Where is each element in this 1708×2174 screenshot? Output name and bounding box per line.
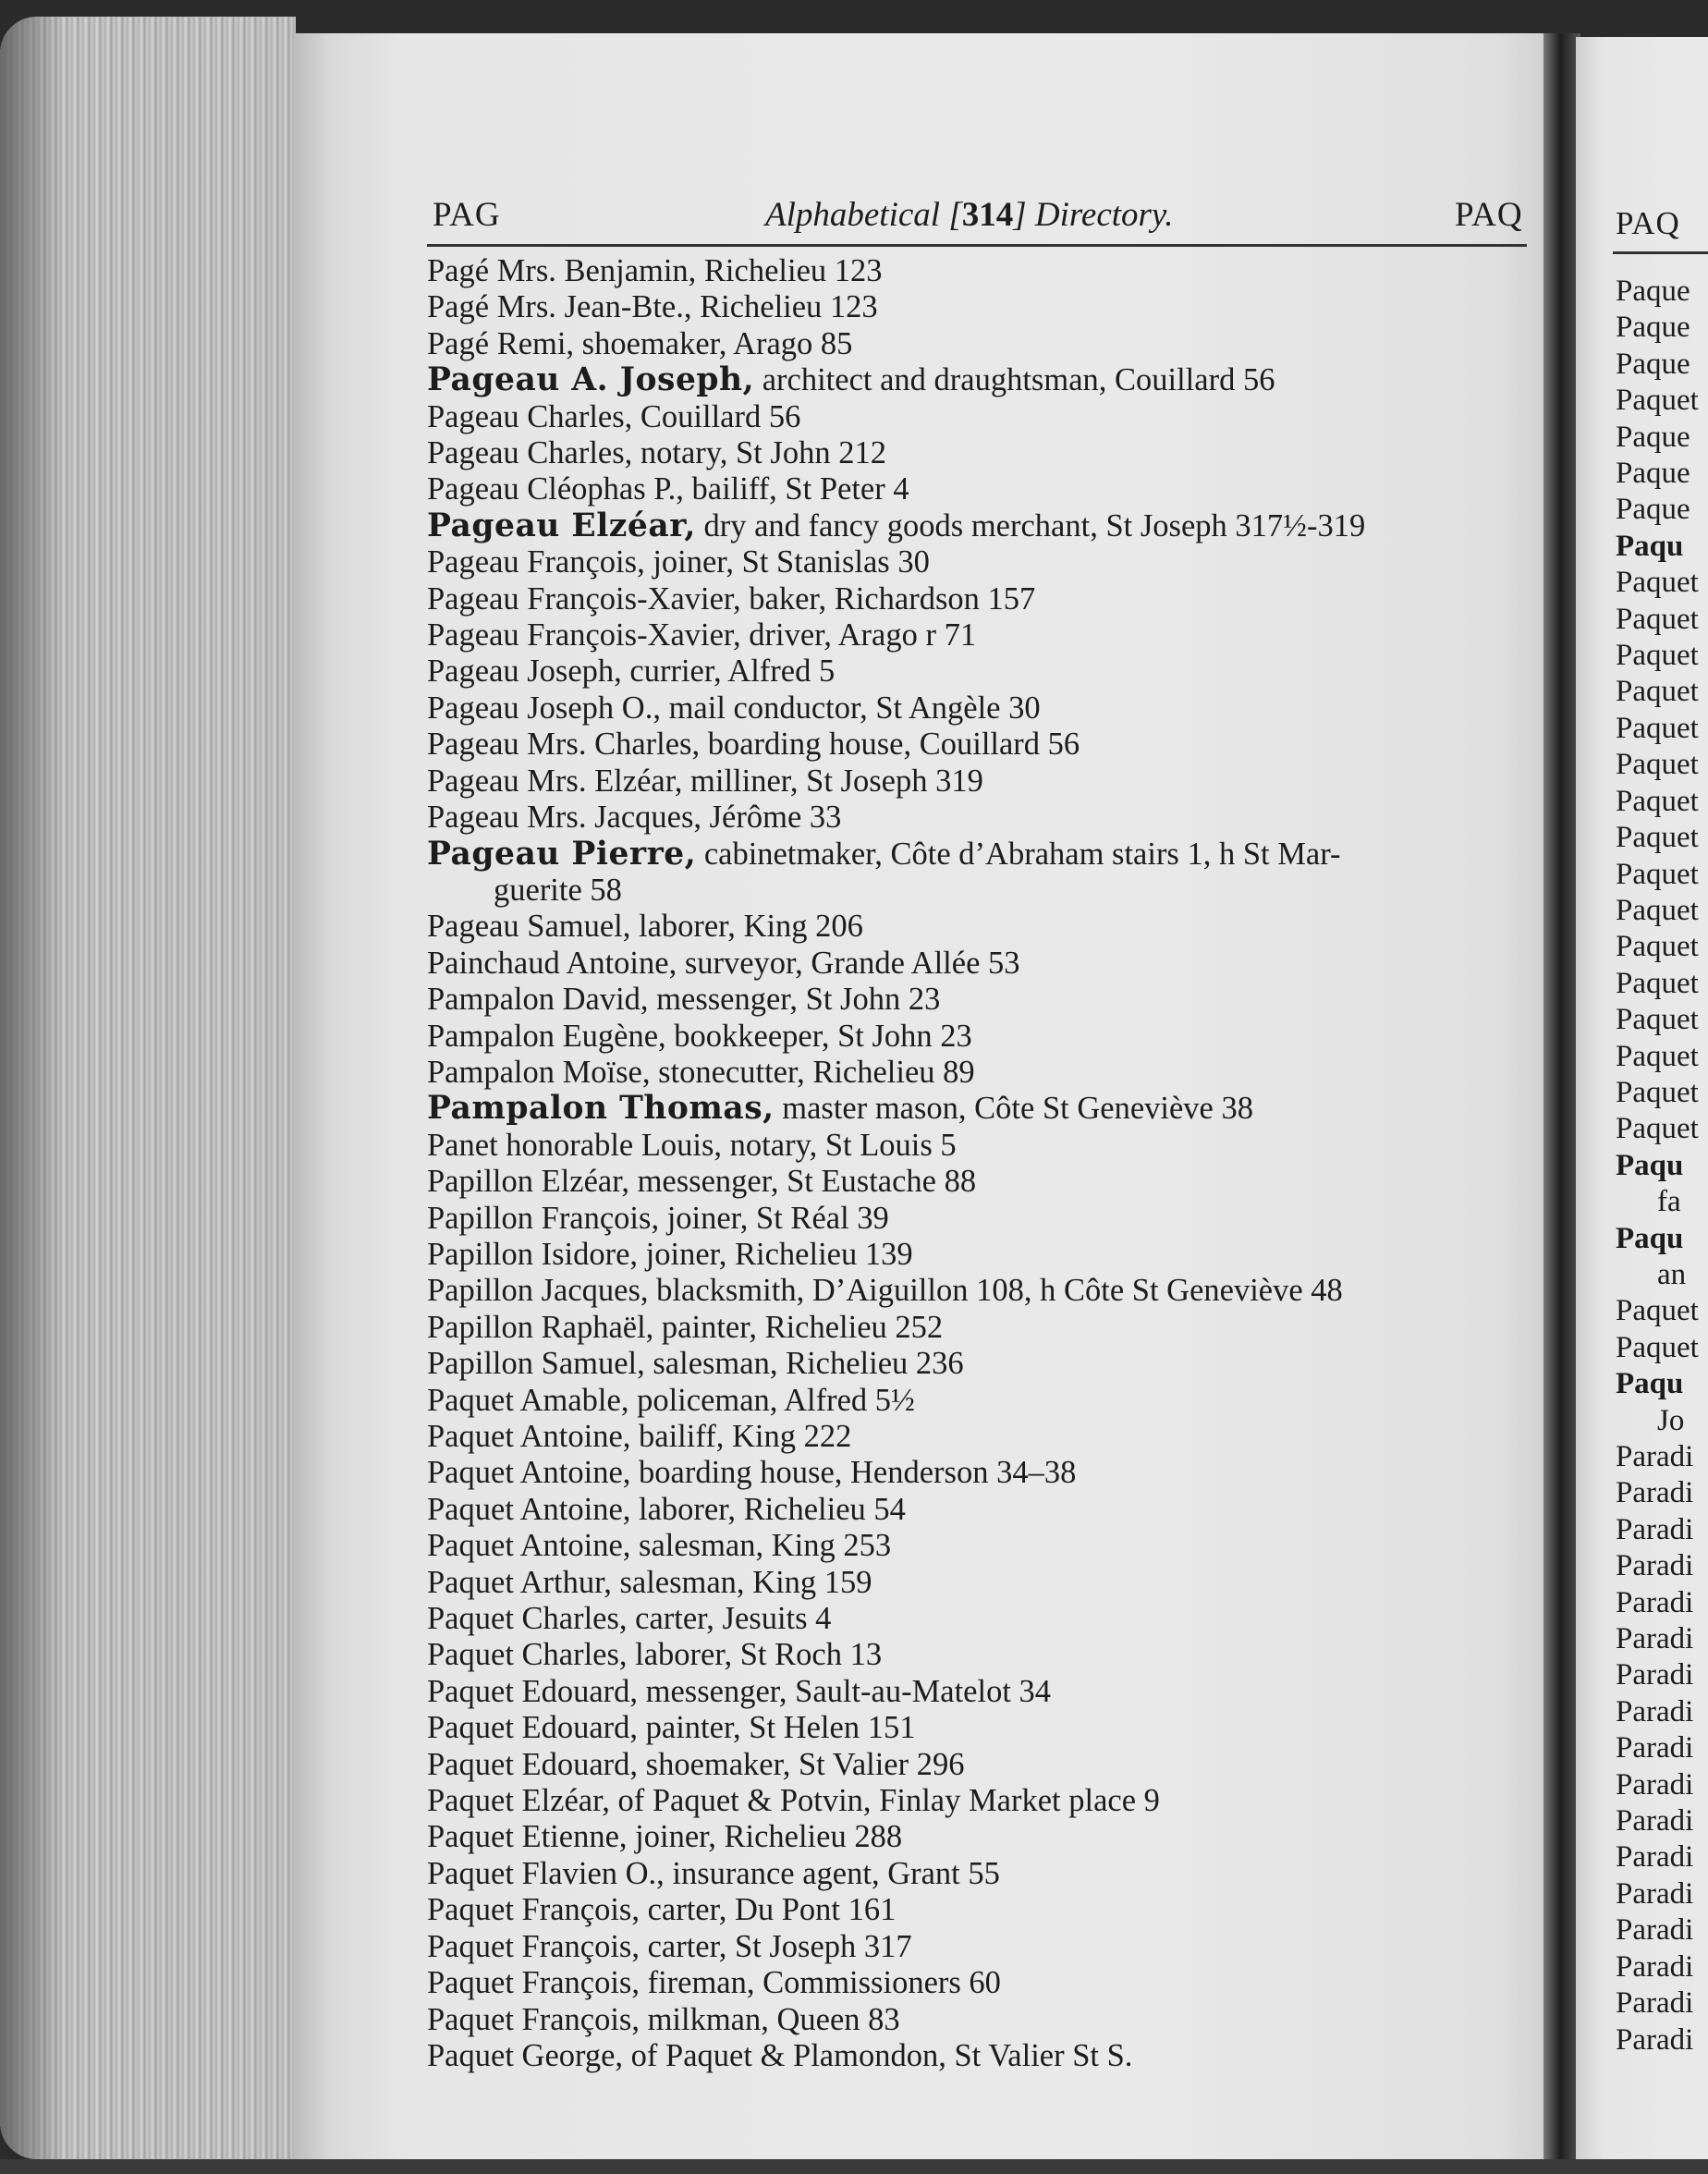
- right-entry-fragment: Paquet: [1616, 748, 1699, 782]
- entry-text: Papillon Isidore, joiner, Richelieu 139: [427, 1236, 913, 1272]
- entry-line: [427, 1419, 851, 1454]
- right-entry-fragment: Paradi: [1616, 1913, 1694, 1948]
- entry-line: [427, 362, 1275, 397]
- right-entry-fragment: Paquet: [1616, 1330, 1699, 1364]
- entry-text: Pageau Joseph, currier, Alfred 5: [427, 653, 836, 690]
- right-entry-fragment: Paradi: [1616, 1949, 1694, 1984]
- directory-entry: [427, 1528, 1545, 1564]
- entry-text: Pageau Mrs. Charles, boarding house, Couillard 56: [427, 727, 1080, 763]
- entry-line: [427, 873, 622, 908]
- entry-text: Paquet Antoine, salesman, King 253: [427, 1528, 892, 1564]
- entry-line: [427, 1455, 1076, 1490]
- entry-text: Papillon Jacques, blacksmith, D’Aiguillon 108, h Côte St Geneviève 48: [427, 1273, 1343, 1309]
- right-entry-fragment: Paradi: [1616, 1804, 1694, 1838]
- entry-line: [427, 982, 940, 1017]
- entry-text: Paquet Arthur, salesman, King 159: [427, 1564, 872, 1600]
- entry-line: [427, 253, 883, 288]
- right-entry-fragment: Paquet: [1616, 602, 1699, 636]
- entry-line: [427, 837, 1341, 872]
- entry-line: [427, 544, 930, 580]
- entry-line: [427, 1929, 912, 1964]
- directory-entry: [427, 1019, 1545, 1055]
- right-entry-fragment: Paradi: [1616, 1840, 1694, 1875]
- entry-text: Pagé Mrs. Jean-Bte., Richelieu 123: [427, 289, 878, 325]
- right-entry-fragment: Paradi: [1616, 2022, 1694, 2057]
- right-entry-fragment: Paquet: [1616, 966, 1699, 1000]
- right-entry-fragment: Paquet: [1616, 384, 1699, 418]
- running-head-prefix: Alphabetical [: [765, 196, 962, 234]
- entry-line: [427, 1019, 972, 1054]
- right-page-entries: [1616, 274, 1699, 2058]
- entry-text: Pageau François-Xavier, baker, Richardson 157: [427, 580, 1036, 617]
- entry-text: Paquet Charles, carter, Jesuits 4: [427, 1601, 832, 1637]
- entry-line: [427, 1565, 872, 1600]
- right-entry-fragment: Paqu: [1616, 1221, 1684, 1255]
- directory-entry: [427, 471, 1545, 507]
- entry-line: [427, 727, 1080, 762]
- directory-entry: [427, 1164, 1545, 1200]
- right-entry-fragment: Paqu: [1616, 1148, 1684, 1182]
- entry-line: [427, 1310, 943, 1345]
- entry-text: Paquet Flavien O., insurance agent, Grant 55: [427, 1855, 1000, 1891]
- directory-entry: [427, 1310, 1545, 1346]
- directory-entry: [427, 1201, 1545, 1237]
- right-entry-fragment: Paque: [1616, 311, 1690, 345]
- right-entry-fragment: Paquet: [1616, 639, 1699, 673]
- entry-text: Pagé Mrs. Benjamin, Richelieu 123: [427, 253, 883, 288]
- right-entry-fragment: Paquet: [1616, 675, 1699, 709]
- right-entry-fragment: Paradi: [1616, 1512, 1694, 1546]
- entry-text: Paquet Antoine, bailiff, King 222: [427, 1419, 852, 1454]
- entry-line: [427, 946, 1020, 981]
- entry-line: [427, 289, 878, 324]
- directory-entry: [427, 435, 1545, 471]
- entry-line: [427, 909, 863, 944]
- entry-line: [427, 399, 800, 434]
- directory-entry: [427, 1856, 1545, 1892]
- entry-text: architect and draughtsman, Couillard 56: [754, 362, 1275, 398]
- entry-text: Pampalon David, messenger, St John 23: [427, 982, 941, 1018]
- right-entry-fragment: Paque: [1616, 347, 1690, 381]
- entry-text: Paquet François, carter, Du Pont 161: [427, 1892, 897, 1928]
- directory-entry: [427, 544, 1545, 580]
- entry-text: Pampalon Eugène, bookkeeper, St John 23: [427, 1018, 972, 1054]
- entry-line: [427, 690, 1041, 726]
- directory-entry: [427, 617, 1545, 653]
- entry-line: [427, 2038, 1132, 2073]
- entry-line: [427, 1637, 882, 1672]
- entry-line: [427, 1055, 975, 1090]
- entry-text: Paquet Amable, policeman, Alfred 5½: [427, 1382, 915, 1418]
- directory-entry: [427, 873, 1545, 909]
- entry-line: [427, 1237, 913, 1272]
- right-entry-fragment: Paquet: [1616, 566, 1699, 600]
- directory-entry: [427, 800, 1545, 836]
- directory-entry: [427, 253, 1545, 289]
- directory-entry: [427, 508, 1545, 544]
- directory-entry: [427, 399, 1545, 435]
- right-entry-fragment: Paradi: [1616, 1622, 1694, 1656]
- entry-text: Pageau Mrs. Jacques, Jérôme 33: [427, 800, 842, 836]
- right-entry-fragment: fa: [1657, 1185, 1681, 1219]
- entry-text: guerite 58: [494, 872, 622, 908]
- entry-bold-name: Pageau A. Joseph,: [427, 361, 755, 399]
- entry-text: Paquet Antoine, laborer, Richelieu 54: [427, 1491, 906, 1527]
- right-entry-fragment: Paqu: [1616, 1367, 1684, 1401]
- entry-text: Paquet Elzéar, of Paquet & Potvin, Finlay Market place 9: [427, 1783, 1160, 1819]
- right-entry-fragment: Paradi: [1616, 1986, 1694, 2021]
- entry-text: Paquet Edouard, messenger, Sault-au-Matelot 34: [427, 1673, 1052, 1709]
- right-entry-fragment: Paradi: [1616, 1476, 1694, 1510]
- entry-line: [427, 326, 852, 361]
- right-entry-fragment: Paque: [1616, 275, 1690, 308]
- entry-line: [427, 1164, 976, 1199]
- entry-line: [427, 435, 886, 470]
- right-running-head: PAQ: [1616, 205, 1680, 241]
- directory-entry: [427, 1492, 1545, 1528]
- directory-entry: [427, 1710, 1545, 1746]
- directory-entry: [427, 1929, 1545, 1965]
- entry-line: [427, 1128, 957, 1163]
- book-edge-shadow: [0, 17, 65, 2159]
- entry-line: [427, 471, 909, 507]
- entry-line: [427, 1965, 1001, 2000]
- right-entry-fragment: Paradi: [1616, 1694, 1694, 1728]
- directory-entry: [427, 2002, 1545, 2038]
- entry-bold-name: Pageau Pierre,: [427, 835, 697, 873]
- directory-entry: [427, 1674, 1545, 1710]
- directory-entry: [427, 727, 1545, 763]
- right-entry-fragment: Paquet: [1616, 821, 1699, 855]
- entry-text: Paquet François, carter, St Joseph 317: [427, 1928, 912, 1964]
- entry-text: Paquet Etienne, joiner, Richelieu 288: [427, 1819, 903, 1855]
- directory-entry: [427, 1419, 1545, 1455]
- entry-text: Pageau Mrs. Elzéar, milliner, St Joseph 319: [427, 763, 983, 799]
- entry-text: Pampalon Moïse, stonecutter, Richelieu 89: [427, 1054, 975, 1090]
- directory-entry: [427, 1601, 1545, 1637]
- right-entry-fragment: Paque: [1616, 420, 1690, 454]
- entry-line: [427, 1346, 964, 1381]
- right-entry-fragment: Paquet: [1616, 1003, 1699, 1037]
- directory-entry: [427, 1819, 1545, 1855]
- entry-line: [427, 1856, 1000, 1891]
- directory-entry: [427, 1383, 1545, 1419]
- directory-entry: [427, 1055, 1545, 1091]
- header-rule: [427, 244, 1527, 247]
- entry-line: [427, 800, 841, 835]
- running-head-title: [765, 195, 1174, 235]
- directory-page-left: [294, 33, 1551, 2159]
- directory-entry: [427, 1892, 1545, 1928]
- entry-text: dry and fancy goods merchant, St Joseph 317½-319: [695, 507, 1366, 544]
- entry-text: master mason, Côte St Geneviève 38: [774, 1091, 1253, 1127]
- right-entry-fragment: Paradi: [1616, 1440, 1694, 1473]
- entry-text: Panet honorable Louis, notary, St Louis 5: [427, 1127, 957, 1163]
- right-entry-fragment: Paquet: [1616, 784, 1699, 818]
- entry-bold-name: Pageau Elzéar,: [427, 507, 696, 544]
- entry-text: Papillon Elzéar, messenger, St Eustache 88: [427, 1164, 977, 1200]
- book-gutter: [1543, 33, 1580, 2159]
- entry-line: [427, 1747, 964, 1782]
- directory-entry: [427, 946, 1545, 982]
- entry-text: Paquet Antoine, boarding house, Henderson 34–38: [427, 1455, 1077, 1491]
- entry-text: Pageau Joseph O., mail conductor, St Angèle 30: [427, 690, 1041, 726]
- entry-line: [427, 1528, 891, 1563]
- directory-entry: [427, 1455, 1545, 1491]
- entry-text: Papillon Raphaël, painter, Richelieu 252: [427, 1309, 944, 1345]
- right-entry-fragment: Paquet: [1616, 711, 1699, 745]
- entry-text: Paquet François, milkman, Queen 83: [427, 2001, 900, 2037]
- right-header-rule: [1613, 251, 1708, 254]
- right-entry-fragment: Paquet: [1616, 1294, 1699, 1328]
- directory-entry: [427, 326, 1545, 362]
- right-entry-fragment: Paquet: [1616, 893, 1699, 927]
- entry-line: [427, 1783, 1160, 1818]
- entry-text: Painchaud Antoine, surveyor, Grande Allée 53: [427, 945, 1020, 981]
- directory-page-right: [1576, 37, 1708, 2159]
- entry-text: Pageau Cléophas P., bailiff, St Peter 4: [427, 471, 909, 507]
- directory-entry: [427, 837, 1545, 873]
- entry-line: [427, 2002, 900, 2037]
- entry-line: [427, 1601, 831, 1636]
- entry-line: [427, 508, 1365, 544]
- running-head-suffix: ] Directory.: [1013, 196, 1174, 234]
- entry-line: [427, 1201, 889, 1236]
- right-entry-fragment: Paradi: [1616, 1549, 1694, 1583]
- entry-bold-name: Pampalon Thomas,: [427, 1090, 775, 1128]
- directory-entry: [427, 1237, 1545, 1273]
- entry-line: [427, 1273, 1343, 1308]
- entry-line: [427, 763, 983, 799]
- entry-line: [427, 581, 1035, 617]
- right-entry-fragment: Paquet: [1616, 1039, 1699, 1073]
- running-head-left: PAG: [433, 196, 501, 234]
- directory-entry: [427, 690, 1545, 727]
- running-head-right: PAQ: [1455, 196, 1523, 234]
- entry-line: [427, 1892, 896, 1927]
- entry-line: [427, 1819, 902, 1854]
- right-entry-fragment: Paradi: [1616, 1876, 1694, 1911]
- entry-text: Paquet François, fireman, Commissioners 60: [427, 1965, 1001, 2001]
- right-entry-fragment: Paque: [1616, 493, 1690, 527]
- directory-entry: [427, 763, 1545, 800]
- entry-text: Pageau François, joiner, St Stanislas 30: [427, 544, 930, 580]
- directory-entry: [427, 1091, 1545, 1127]
- right-entry-fragment: Paque: [1616, 457, 1690, 491]
- entry-line: [427, 1674, 1051, 1709]
- entry-text: Paquet Charles, laborer, St Roch 13: [427, 1637, 883, 1673]
- directory-entry: [427, 1128, 1545, 1164]
- entry-text: Paquet Edouard, shoemaker, St Valier 296: [427, 1746, 965, 1782]
- right-entry-fragment: Paquet: [1616, 1112, 1699, 1146]
- right-entry-fragment: Paradi: [1616, 1731, 1694, 1765]
- directory-entry: [427, 1747, 1545, 1783]
- directory-entry: [427, 1783, 1545, 1819]
- right-entry-fragment: Paquet: [1616, 857, 1699, 891]
- directory-entry: [427, 1273, 1545, 1309]
- scan-bottom-border: [0, 2159, 1708, 2174]
- entry-text: Papillon Samuel, salesman, Richelieu 236: [427, 1346, 964, 1382]
- entry-text: Paquet George, of Paquet & Plamondon, St Valier St S.: [427, 2037, 1133, 2073]
- right-entry-fragment: Jo: [1657, 1403, 1685, 1437]
- right-entry-fragment: Paqu: [1616, 529, 1684, 563]
- right-entry-fragment: Paradi: [1616, 1585, 1694, 1619]
- directory-entry: [427, 581, 1545, 617]
- entry-text: Pageau Charles, Couillard 56: [427, 398, 801, 434]
- right-entry-fragment: Paradi: [1616, 1767, 1694, 1801]
- right-entry-fragment: Paradi: [1616, 1658, 1694, 1692]
- directory-entries: [427, 253, 1545, 2074]
- page-number: 314: [961, 196, 1014, 234]
- entry-text: Pageau Samuel, laborer, King 206: [427, 909, 863, 945]
- directory-entry: [427, 1637, 1545, 1673]
- entry-text: Paquet Edouard, painter, St Helen 151: [427, 1710, 916, 1746]
- directory-entry: [427, 362, 1545, 398]
- entry-line: [427, 653, 835, 689]
- right-entry-fragment: Paquet: [1616, 1075, 1699, 1109]
- directory-entry: [427, 2038, 1545, 2074]
- entry-line: [427, 1492, 906, 1527]
- entry-text: Pageau Charles, notary, St John 212: [427, 435, 886, 471]
- entry-text: Pagé Remi, shoemaker, Arago 85: [427, 325, 853, 361]
- entry-text: Papillon François, joiner, St Réal 39: [427, 1200, 889, 1236]
- directory-entry: [427, 653, 1545, 690]
- directory-entry: [427, 1346, 1545, 1382]
- entry-line: [427, 1383, 915, 1418]
- entry-line: [427, 1710, 915, 1745]
- directory-entry: [427, 289, 1545, 325]
- right-entry-fragment: Paquet: [1616, 930, 1699, 964]
- entry-text: Pageau François-Xavier, driver, Arago r 71: [427, 617, 977, 653]
- entry-text: cabinetmaker, Côte d’Abraham stairs 1, h St Mar-: [696, 836, 1341, 872]
- directory-entry: [427, 909, 1545, 945]
- directory-entry: [427, 1965, 1545, 2001]
- directory-entry: [427, 982, 1545, 1018]
- right-entry-fragment: an: [1657, 1257, 1687, 1291]
- entry-line: [427, 1091, 1253, 1126]
- directory-entry: [427, 1565, 1545, 1601]
- entry-line: [427, 617, 976, 653]
